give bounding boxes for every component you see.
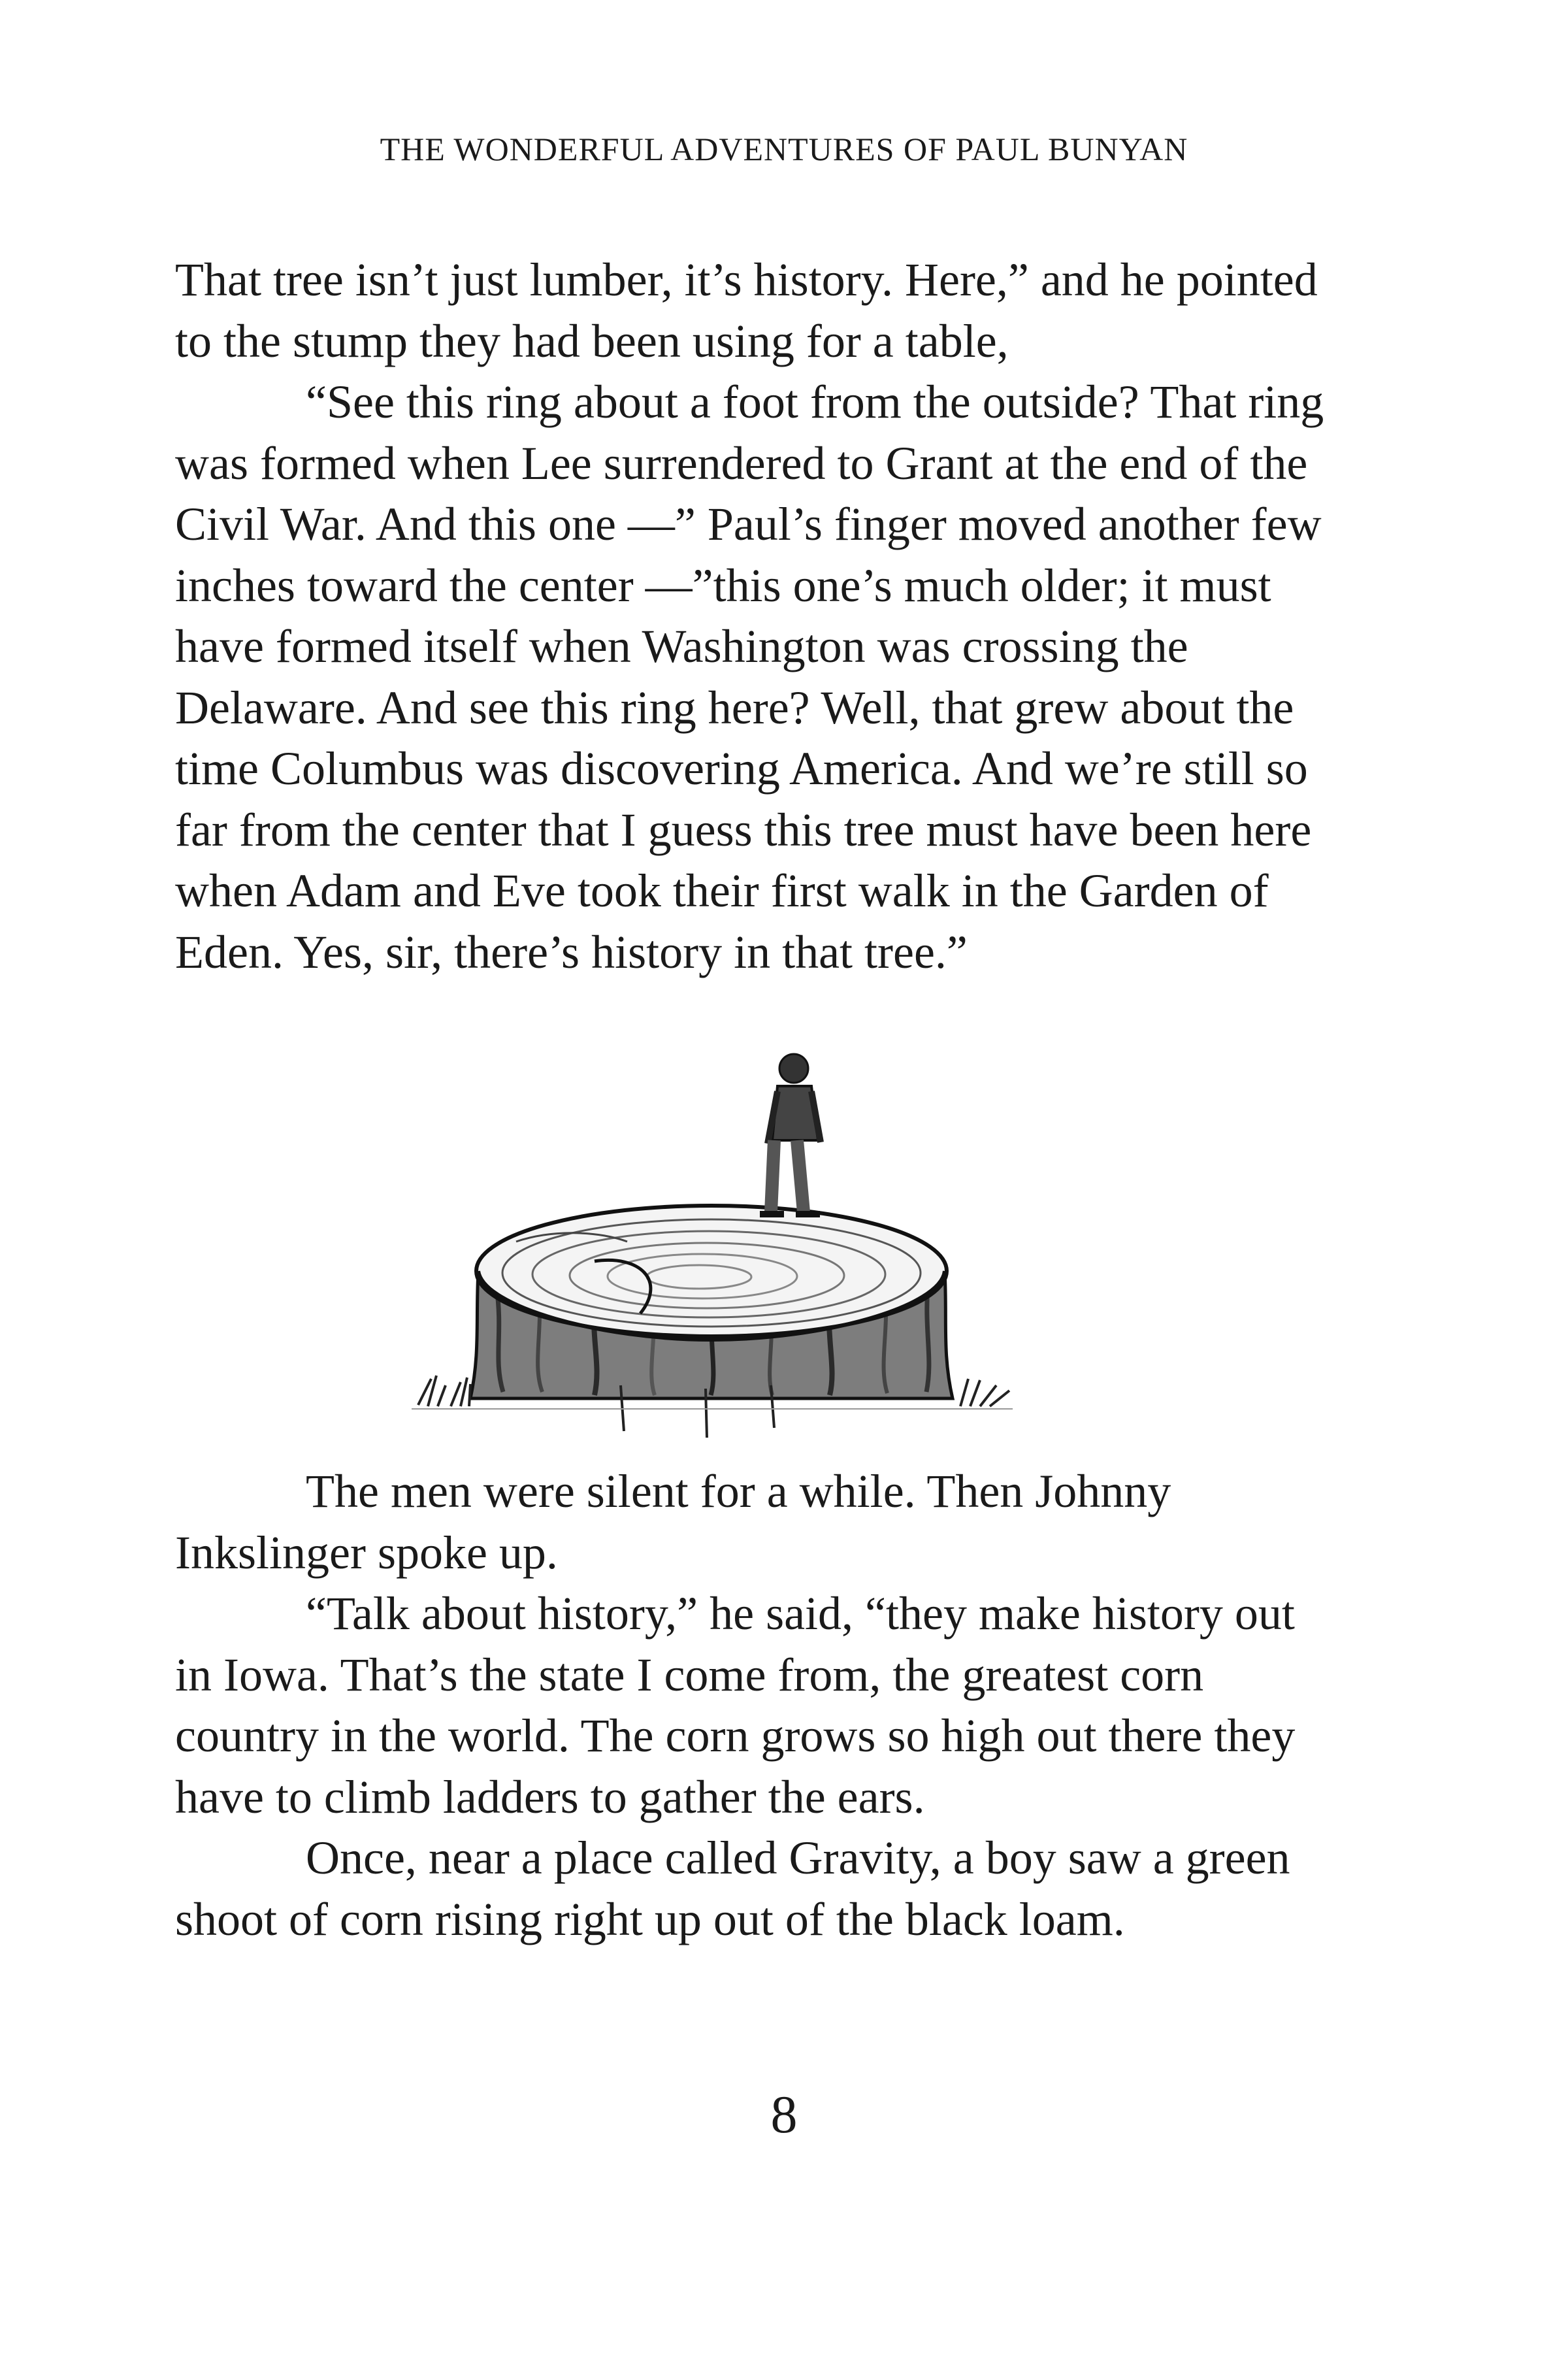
text-block-top (175, 250, 1325, 983)
paragraph: “See this ring about a foot from the outside? That ring was formed when Lee surrendered to Grant at the end of the Civil War. And this one —” Paul’s finger moved another few inches toward the center —”this one’s much older; it must have formed itself when Washington was crossing the Delaware. And see this ring here? Well, that grew about the time Columbus was discovering America. And we’re still so far from the center that I guess this tree must have been here when Adam and Eve took their first walk in the Garden of Eden. Yes, sir, there’s history in that tree.” (175, 376, 1324, 978)
text-block-bottom (175, 1461, 1325, 1950)
running-head: THE WONDERFUL ADVENTURES OF PAUL BUNYAN (380, 131, 1188, 167)
stump-icon (470, 1206, 953, 1398)
paragraph: The men were silent for a while. Then Johnny Inkslinger spoke up. (175, 1465, 1171, 1579)
man-figure-icon (760, 1054, 821, 1214)
paragraph: Once, near a place called Gravity, a boy saw a green shoot of corn rising right up out of the black loam. (175, 1832, 1290, 1945)
paragraph: That tree isn’t just lumber, it’s history. Here,” and he pointed to the stump they had been using for a table, (175, 254, 1318, 367)
page-number: 8 (770, 2085, 798, 2144)
tree-stump-illustration (405, 1046, 1026, 1464)
paragraph: “Talk about history,” he said, “they make history out in Iowa. That’s the state I come from, the greatest corn country in the world. The corn grows so high out there they have to climb ladders to gather the ears. (175, 1587, 1296, 1823)
